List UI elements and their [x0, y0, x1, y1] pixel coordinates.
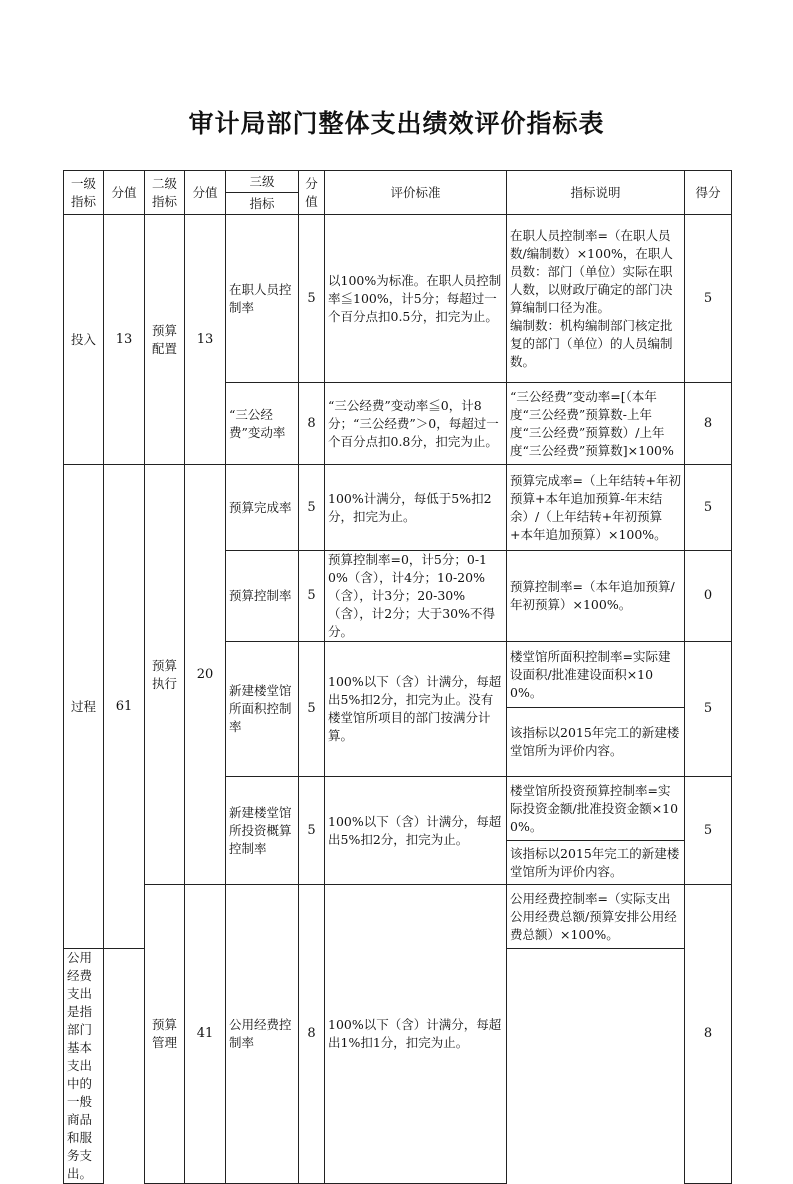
indicator-points: 8	[299, 383, 325, 465]
indicator-description: 楼堂馆所投资预算控制率=实际投资金额/批准投资金额×100%。	[507, 777, 685, 841]
indicator-score: 5	[685, 642, 732, 777]
level1-cell: 投入	[64, 215, 104, 465]
level1-score-cell: 61	[104, 465, 145, 949]
level2-cell: 预算管理	[145, 885, 185, 1184]
indicator-table	[63, 170, 732, 1184]
indicator-description-note: 该指标以2015年完工的新建楼堂馆所为评价内容。	[507, 708, 685, 777]
header-level3-top: 三级	[226, 171, 299, 193]
indicator-name: 预算完成率	[226, 465, 299, 551]
indicator-criteria: 100%以下（含）计满分，每超出5%扣2分，扣完为止。没有楼堂馆所项目的部门按满分计算。	[325, 642, 507, 777]
indicator-description: 预算控制率=（本年追加预算/年初预算）×100%。	[507, 551, 685, 642]
indicator-points: 5	[299, 465, 325, 551]
indicator-description: 公用经费控制率=（实际支出公用经费总额/预算安排公用经费总额）×100%。	[507, 885, 685, 949]
indicator-score: 5	[685, 215, 732, 383]
indicator-score: 8	[685, 885, 732, 1184]
indicator-score: 8	[685, 383, 732, 465]
indicator-description: 预算完成率=（上年结转+年初预算+本年追加预算-年末结余）/（上年结转+年初预算+本年追加预算）×100%。	[507, 465, 685, 551]
header-description: 指标说明	[507, 171, 685, 215]
indicator-criteria: 100%以下（含）计满分，每超出1%扣1分，扣完为止。	[325, 885, 507, 1184]
header-score1: 分值	[104, 171, 145, 215]
page-title: 审计局部门整体支出绩效评价指标表	[188, 109, 605, 138]
indicator-points: 5	[299, 777, 325, 885]
level1-cell: 过程	[64, 465, 104, 949]
indicator-score: 5	[685, 777, 732, 885]
indicator-criteria: “三公经费”变动率≦0，计8分；“三公经费”＞0，每超过一个百分点扣0.8分，扣完为止。	[325, 383, 507, 465]
header-criteria: 评价标准	[325, 171, 507, 215]
indicator-points: 5	[299, 551, 325, 642]
indicator-points: 5	[299, 215, 325, 383]
indicator-name: “三公经费”变动率	[226, 383, 299, 465]
indicator-points: 8	[299, 885, 325, 1184]
indicator-name: 新建楼堂馆所投资概算控制率	[226, 777, 299, 885]
level2-score-cell: 20	[185, 465, 226, 885]
indicator-description: 楼堂馆所面积控制率=实际建设面积/批准建设面积×100%。	[507, 642, 685, 708]
indicator-name: 公用经费控制率	[226, 885, 299, 1184]
header-level1: 一级 指标	[64, 171, 104, 215]
header-score3: 分 值	[299, 171, 325, 215]
header-score2: 分值	[185, 171, 226, 215]
header-level2: 二级 指标	[145, 171, 185, 215]
indicator-criteria: 以100%为标准。在职人员控制率≦100%，计5分；每超过一个百分点扣0.5分，扣完为止。	[325, 215, 507, 383]
indicator-points: 5	[299, 642, 325, 777]
level1-score-cell: 13	[104, 215, 145, 465]
header-level3-bottom: 指标	[226, 193, 299, 215]
indicator-name: 新建楼堂馆所面积控制率	[226, 642, 299, 777]
level2-score-cell: 13	[185, 215, 226, 465]
indicator-description-note: 该指标以2015年完工的新建楼堂馆所为评价内容。	[507, 841, 685, 885]
level2-cell: 预算配置	[145, 215, 185, 465]
indicator-description: “三公经费”变动率=[（本年度“三公经费”预算数-上年度“三公经费”预算数）/上年度“三公经费”预算数]×100%	[507, 383, 685, 465]
indicator-criteria: 预算控制率=0，计5分；0-10%（含），计4分；10-20%（含），计3分；20-30%（含），计2分；大于30%不得分。	[325, 551, 507, 642]
header-score: 得分	[685, 171, 732, 215]
level2-score-cell: 41	[185, 885, 226, 1184]
indicator-criteria: 100%以下（含）计满分，每超出5%扣2分，扣完为止。	[325, 777, 507, 885]
indicator-score: 5	[685, 465, 732, 551]
indicator-criteria: 100%计满分，每低于5%扣2分，扣完为止。	[325, 465, 507, 551]
indicator-description: 在职人员控制率=（在职人员数/编制数）×100%，在职人员数：部门（单位）实际在职人数，以财政厅确定的部门决算编制口径为准。 编制数：机构编制部门核定批复的部门（单位）的人员编制数。	[507, 215, 685, 383]
indicator-name: 预算控制率	[226, 551, 299, 642]
indicator-score: 0	[685, 551, 732, 642]
indicator-description-note: 公用经费支出是指部门基本支出中的一般商品和服务支出。	[64, 949, 104, 1184]
level2-cell: 预算执行	[145, 465, 185, 885]
indicator-name: 在职人员控制率	[226, 215, 299, 383]
